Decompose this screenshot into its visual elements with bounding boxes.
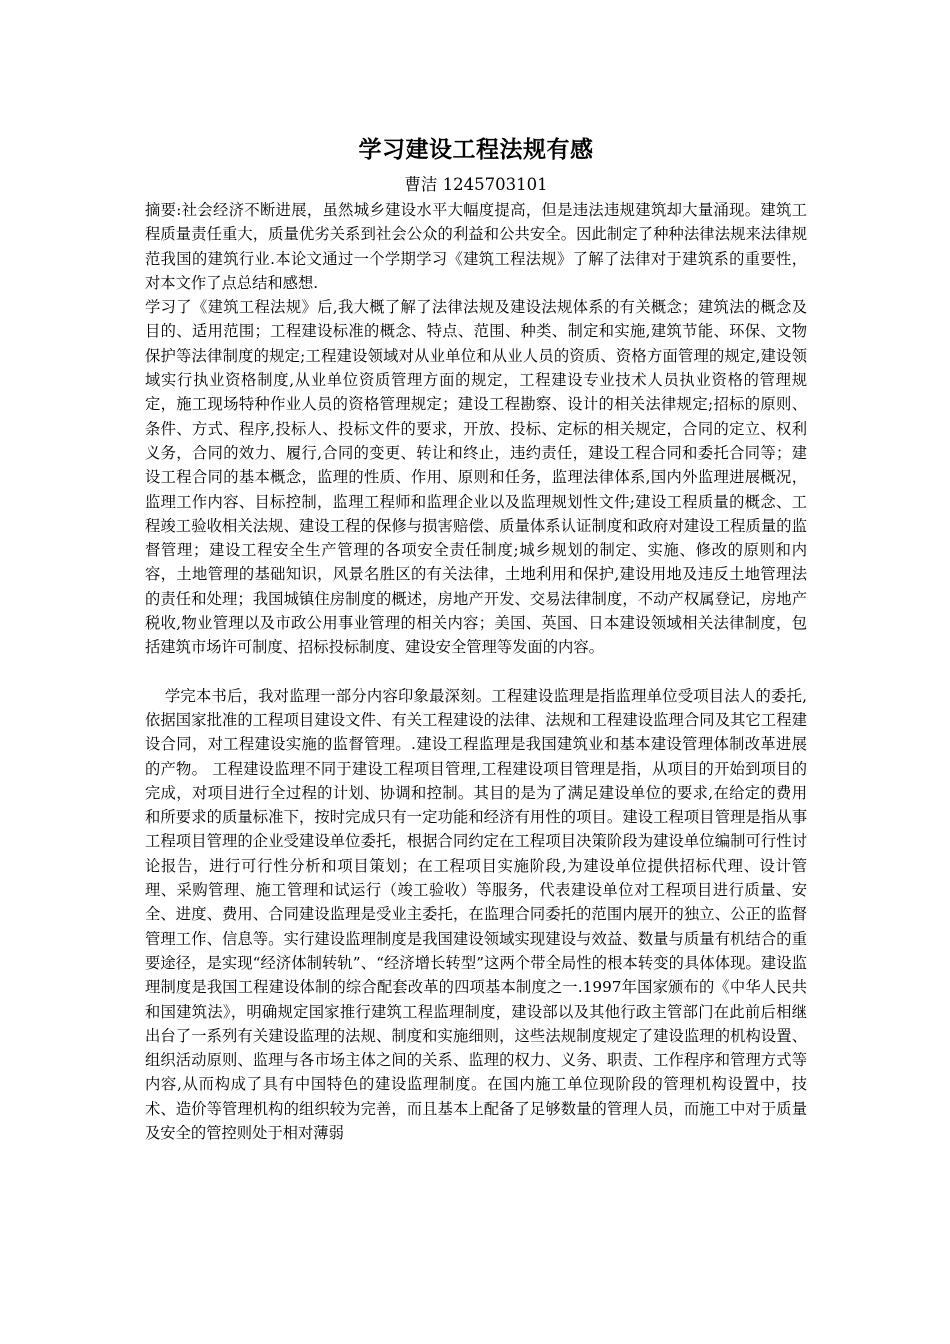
abstract-paragraph: 摘要:社会经济不断进展，虽然城乡建设水平大幅度提高，但是违法违规建筑却大量涌现。建筑工程质量责任重大，质量优劣关系到社会公众的利益和公共安全。因此制定了种种法律法规来法律规范我国的建筑行业.本论文通过一个学期学习《建筑工程法规》了解了法律对于建筑系的重要性，对本文作了点总结和感想. — [145, 201, 807, 292]
body-paragraph-1: 学习了《建筑工程法规》后,我大概了解了法律法规及建设法规体系的有关概念；建筑法的概念及目的、适用范围；工程建设标准的概念、特点、范围、种类、制定和实施,建筑节能、环保、文物保护等法律制度的规定;工程建设领域对从业单位和从业人员的资质、资格方面管理的规定,建设领域实行执业资格制度,从业单位资质管理方面的规定，工程建设专业技术人员执业资格的管理规定，施工现场特种作业人员的资格管理规定；建设工程勘察、设计的相关法律规定;招标的原则、条件、方式、程序,投标人、投标文件的要求，开放、投标、定标的相关规定，合同的定立、权利义务，合同的效力、履行,合同的变更、转让和终止，违约责任，建设工程合同和委托合同等；建设工程合同的基本概念，监理的性质、作用、原则和任务，监理法律体系,国内外监理进展概况，监理工作内容、目标控制，监理工程师和监理企业以及监理规划性文件;建设工程质量的概念、工程竣工验收相关法规、建设工程的保修与损害赔偿、质量体系认证制度和政府对建设工程质量的监督管理；建设工程安全生产管理的各项安全责任制度;城乡规划的制定、实施、修改的原则和内容，土地管理的基础知识，风景名胜区的有关法律，土地利用和保护,建设用地及违反土地管理法的责任和处理；我国城镇住房制度的概述，房地产开发、交易法律制度，不动产权属登记，房地产税收,物业管理以及市政公用事业管理的相关内容；美国、英国、日本建设领域相关法律制度，包括建筑市场许可制度、招标投标制度、建设安全管理等发面的内容。 — [145, 298, 807, 657]
document-title: 学习建设工程法规有感 — [358, 137, 594, 163]
paragraph-spacer — [145, 660, 807, 684]
author-line: 曹洁 1245703101 — [404, 175, 548, 194]
document-body — [145, 132, 807, 1145]
body-paragraph-2: 学完本书后，我对监理一部分内容印象最深刻。工程建设监理是指监理单位受项目法人的委托,依据国家批准的工程项目建设文件、有关工程建设的法律、法规和工程建设监理合同及其它工程建设合同，对工程建设实施的监督管理。.建设工程监理是我国建筑业和基本建设管理体制改革进展的产物。 工程建设监理不同于建设工程项目管理,工程建设项目管理是指，从项目的开始到项目的完成，对项目进行全过程的计划、协调和控制。其目的是为了满足建设单位的要求,在给定的费用和所要求的质量标准下，按时完成只有一定功能和经济有用性的项目。建设工程项目管理是指从事工程项目管理的企业受建设单位委托，根据合同约定在工程项目决策阶段为建设单位编制可行性讨论报告，进行可行性分析和项目策划；在工程项目实施阶段,为建设单位提供招标代理、设计管理、采购管理、施工管理和试运行（竣工验收）等服务，代表建设单位对工程项目进行质量、安全、进度、费用、合同建设监理是受业主委托，在监理合同委托的范围内展开的独立、公正的监督管理工作、信息等。实行建设监理制度是我国建设领域实现建设与效益、数量与质量有机结合的重要途径，是实现“经济体制转轨”、“经济增长转型”这两个带全局性的根本转变的具体体现。建设监理制度是我国工程建设体制的综合配套改革的四项基本制度之一.1997年国家颁布的《中华人民共和国建筑法》，明确规定国家推行建筑工程监理制度，建设部以及其他行政主管部门在此前后相继出台了一系列有关建设监理的法规、制度和实施细则，这些法规制度规定了建设监理的机构设置、组织活动原则、监理与各市场主体之间的关系、监理的权力、义务、职责、工作程序和管理方式等内容,从而构成了具有中国特色的建设监理制度。在国内施工单位现阶段的管理机构设置中，技术、造价等管理机构的组织较为完善，而且基本上配备了足够数量的管理人员，而施工中对于质量及安全的管控则处于相对薄弱 — [145, 686, 807, 1142]
